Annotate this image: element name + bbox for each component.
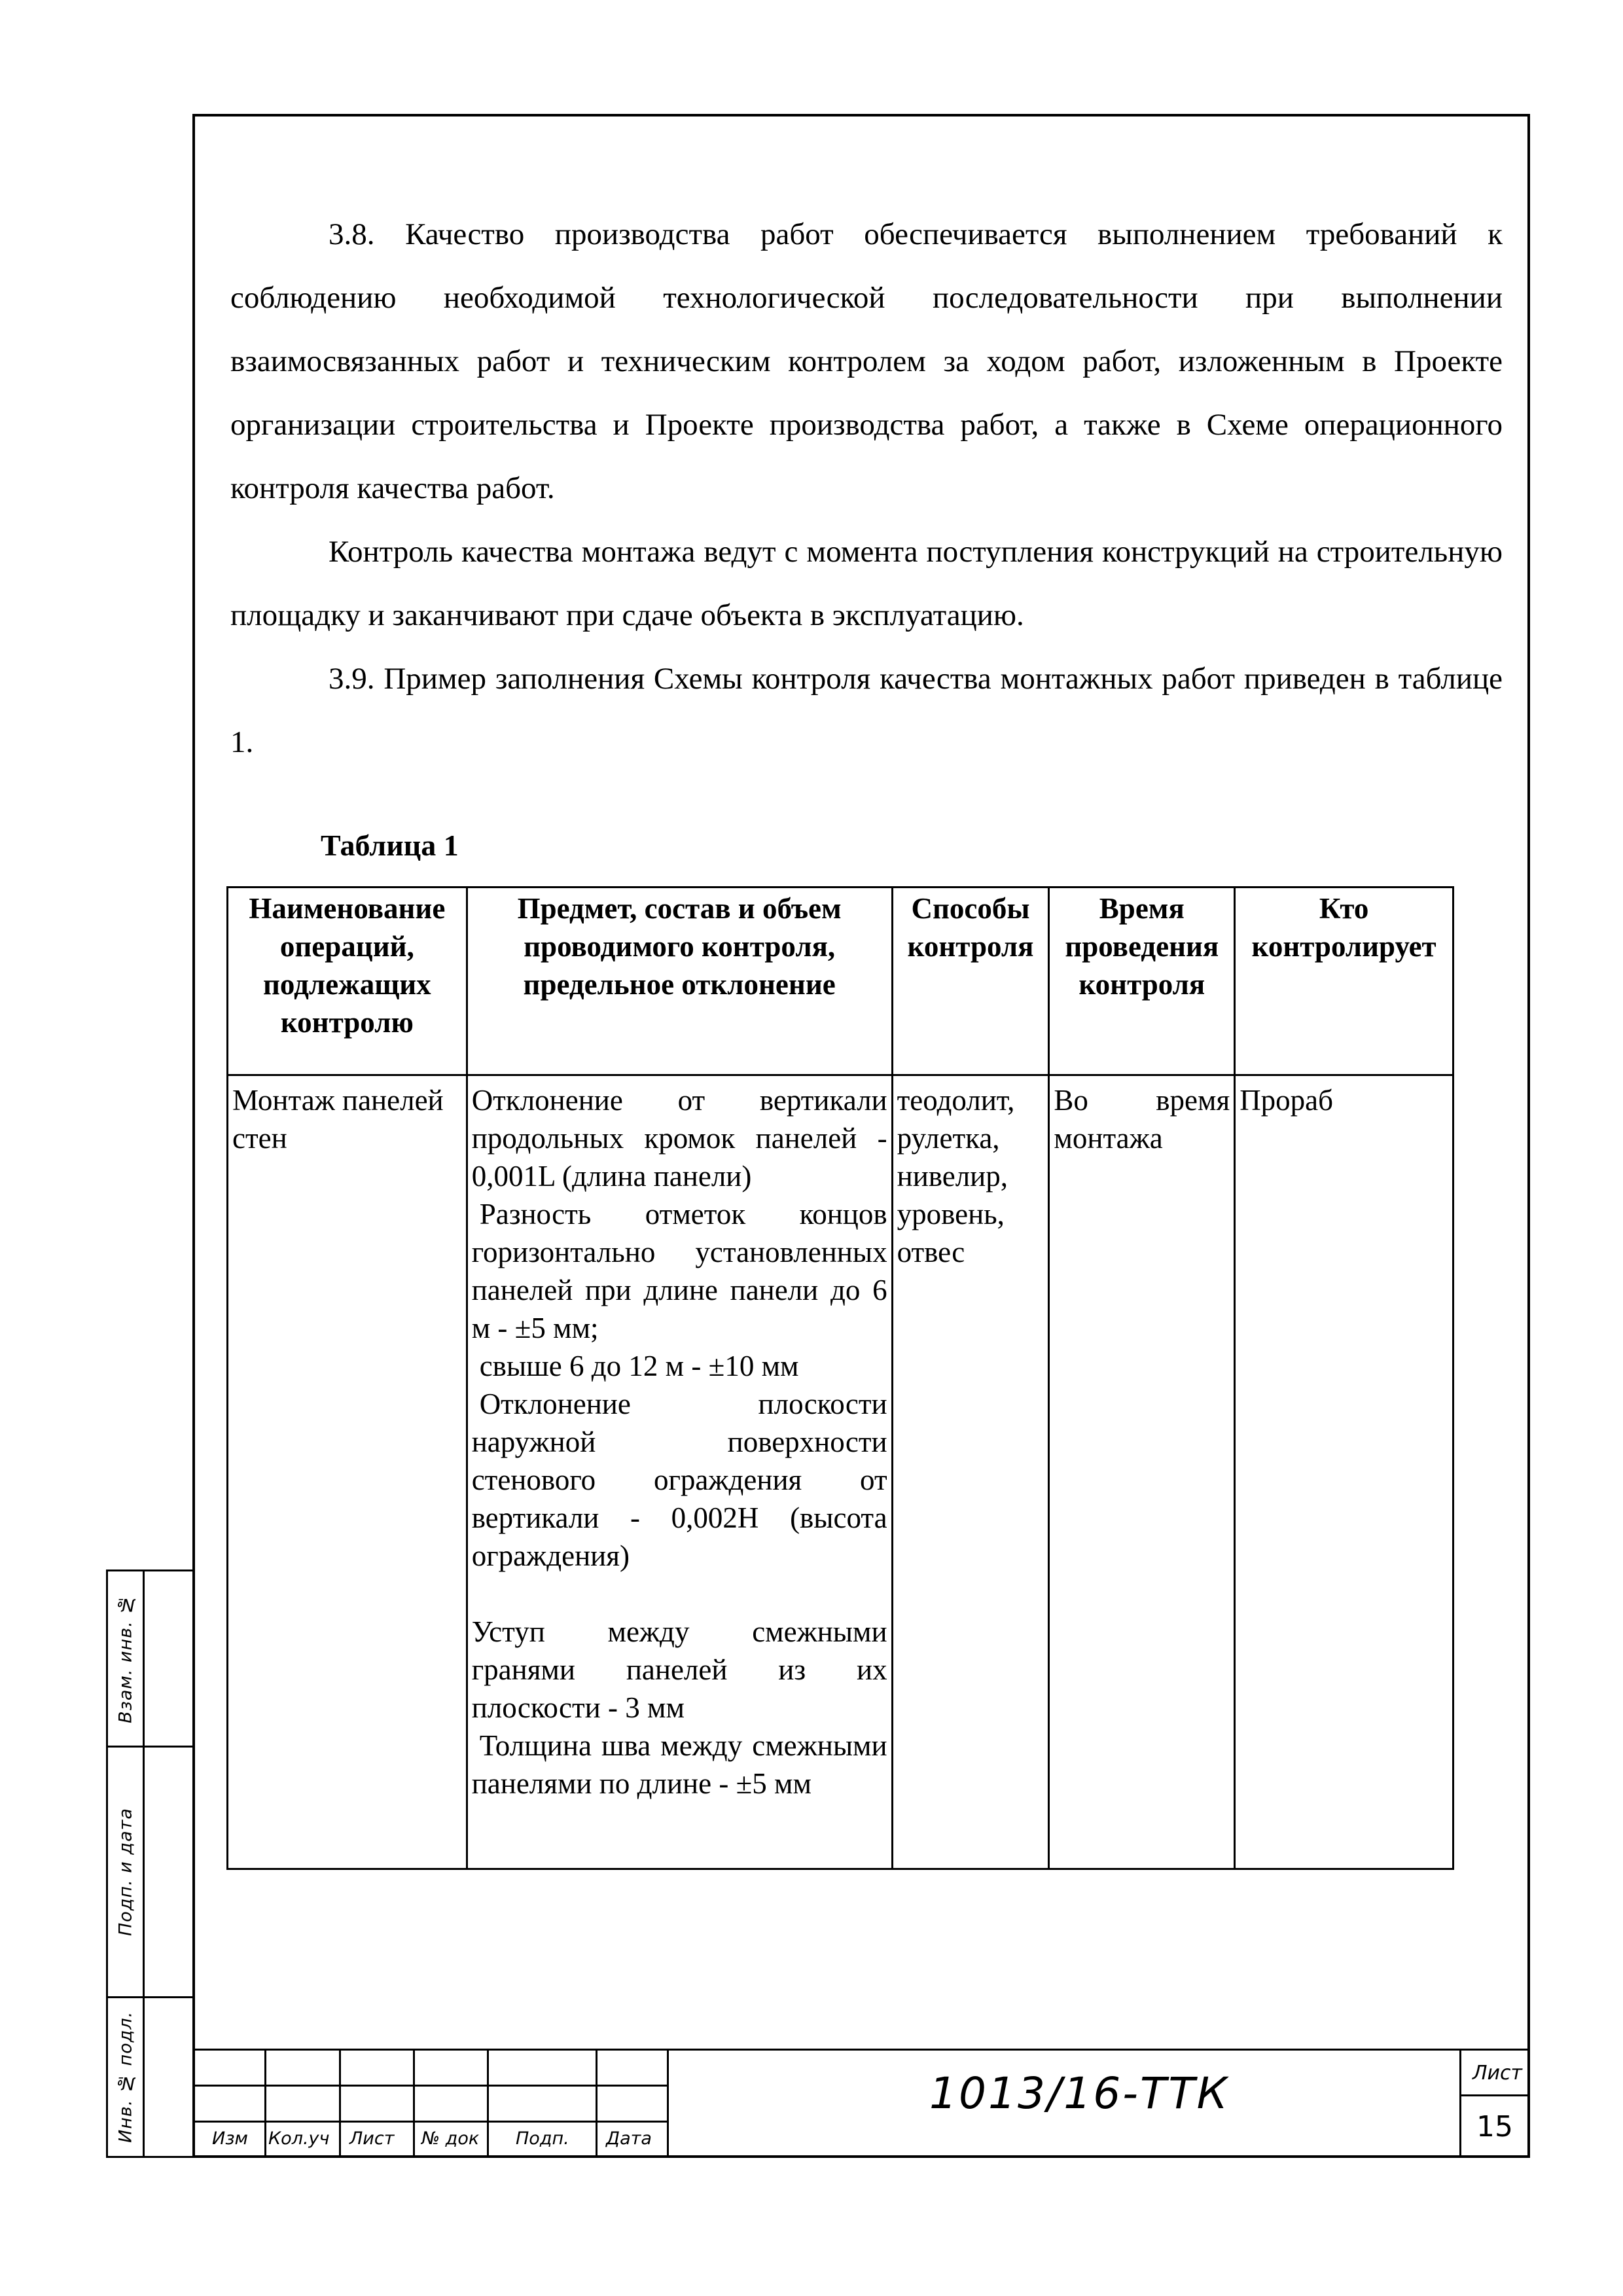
paragraph-control: Контроль качества монтажа ведут с момента поступления конструкций на строительную площадку и заканчивают при сдаче объекта в эксплуатацию. — [230, 535, 1503, 632]
method-item: теодолит, — [897, 1084, 1015, 1117]
side-stamp-inv-label: Инв. № подл. — [115, 2011, 136, 2144]
document-code: 1013/16-ТТК — [929, 2068, 1230, 2119]
cell-methods — [892, 1075, 1049, 1869]
cell-who: Прораб — [1235, 1075, 1454, 1869]
title-block-header: Лист — [349, 2128, 395, 2149]
side-stamp-vzam-label: Взам. инв. № — [115, 1593, 136, 1724]
method-item: нивелир, — [897, 1160, 1008, 1193]
side-stamp-podp-label: Подп. и дата — [115, 1808, 136, 1936]
table-header-row — [228, 888, 1454, 1075]
paragraph-3-9: 3.9. Пример заполнения Схемы контроля качества монтажных работ приведен в таблице 1. — [230, 662, 1503, 759]
cell-subject — [467, 1075, 892, 1869]
table-row — [228, 1075, 1454, 1869]
cell-time: Во время монтажа — [1049, 1075, 1235, 1869]
quality-control-table — [226, 886, 1454, 1870]
subject-item: Толщина шва между смежными панелями по длине - ±5 мм — [471, 1729, 887, 1800]
header-methods: Способы контроля — [892, 888, 1049, 1075]
title-block-header: Кол.уч — [268, 2128, 330, 2149]
method-item: рулетка, — [897, 1122, 1000, 1155]
title-block — [192, 2049, 1530, 2158]
header-subject: Предмет, состав и объем проводимого контроля, предельное отклонение — [467, 888, 892, 1075]
header-who: Кто контролирует — [1235, 888, 1454, 1075]
table-caption: Таблица 1 — [321, 829, 459, 862]
subject-item: Отклонение плоскости наружной поверхности стенового ограждения от вертикали - 0,002Н (высота ограждения) — [471, 1388, 887, 1572]
header-time: Время проведения контроля — [1049, 888, 1235, 1075]
paragraph-3-8: 3.8. Качество производства работ обеспечивается выполнением требований к соблюдению необходимой технологической последовательности при выполнении взаимосвязанных работ и техническим контролем за ходом работ, изложенным в Проекте организации строительства и Проекте производства работ, а также в Схеме операционного контроля качества работ. — [230, 217, 1503, 505]
sheet-number: 15 — [1476, 2110, 1513, 2144]
subject-item: Уступ между смежными гранями панелей из их плоскости - 3 мм — [471, 1615, 887, 1724]
title-block-header: № док — [421, 2128, 480, 2149]
title-block-header: Изм — [212, 2128, 248, 2149]
title-block-header: Дата — [606, 2128, 652, 2149]
header-operation: Наименование операций, подлежащих контролю — [228, 888, 467, 1075]
subject-item: Разность отметок концов горизонтально установленных панелей при длине панели до 6 м - ±5 мм; — [471, 1198, 887, 1344]
body-text — [230, 203, 1503, 774]
title-block-header: Подп. — [516, 2128, 569, 2149]
subject-item: Отклонение от вертикали продольных кромок панелей - 0,001L (длина панели) — [471, 1084, 887, 1193]
subject-item: свыше 6 до 12 м - ±10 мм — [479, 1350, 799, 1382]
cell-operation: Монтаж панелей стен — [228, 1075, 467, 1869]
sheet-label: Лист — [1472, 2062, 1523, 2085]
method-item: отвес — [897, 1236, 965, 1268]
method-item: уровень, — [897, 1198, 1005, 1230]
